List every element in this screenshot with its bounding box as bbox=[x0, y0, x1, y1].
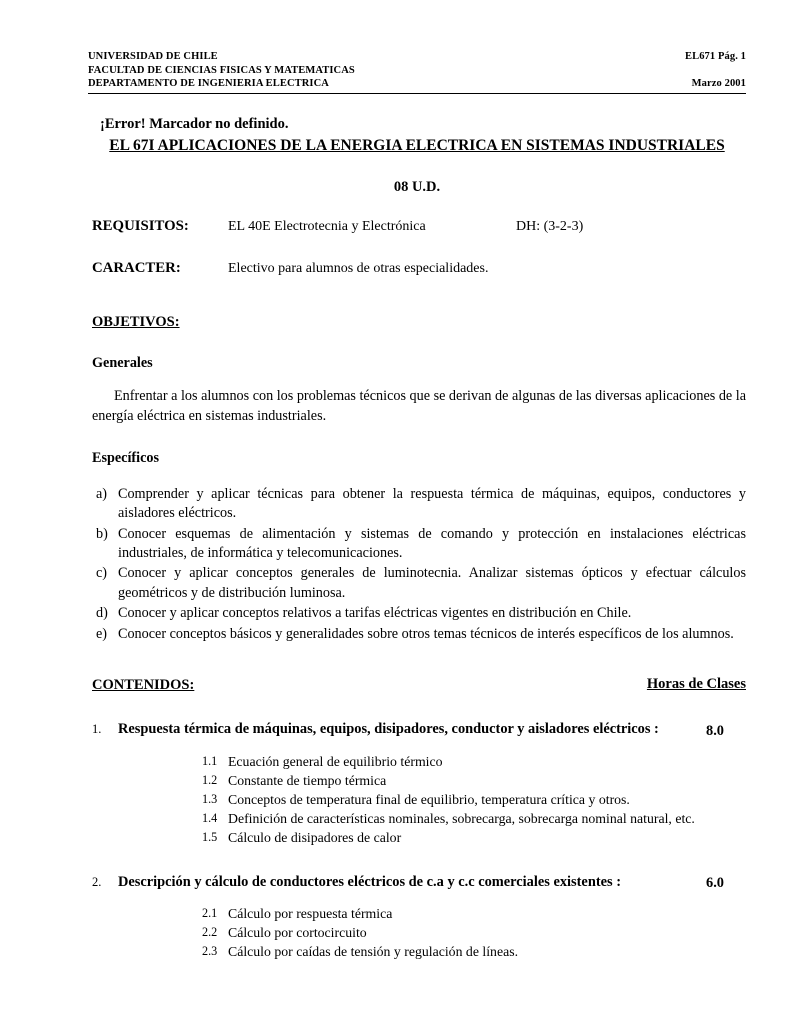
subitem-number: 1.4 bbox=[202, 810, 218, 825]
list-item-marker: e) bbox=[96, 625, 108, 642]
subitem-text: Definición de características nominales, sobrecarga, sobrecarga nominal natural, etc. bbox=[228, 810, 695, 826]
requisitos-label: REQUISITOS: bbox=[92, 217, 189, 234]
header-faculty: FACULTAD DE CIENCIAS FISICAS Y MATEMATICAS bbox=[88, 64, 355, 76]
subitem-text: Cálculo de disipadores de calor bbox=[228, 829, 402, 845]
subitem-text: Cálculo por caídas de tensión y regulación de líneas. bbox=[228, 944, 519, 960]
list-item-marker: d) bbox=[96, 605, 108, 622]
list-item bbox=[202, 904, 746, 923]
topic-hours: 6.0 bbox=[706, 875, 724, 892]
list-item bbox=[202, 752, 746, 771]
subitem-number: 1.5 bbox=[202, 829, 218, 844]
list-item bbox=[96, 485, 746, 524]
info-row-caracter bbox=[88, 260, 746, 280]
topic-title: Descripción y cálculo de conductores eléctricos de c.a y c.c comerciales existentes : bbox=[118, 873, 621, 890]
caracter-value: Electivo para alumnos de otras especialidades. bbox=[228, 260, 489, 276]
list-item-text: Conocer esquemas de alimentación y sistemas de comando y protección en instalaciones eléctricas industriales, de informática y telecomunicaciones. bbox=[118, 525, 746, 561]
contenidos-heading: CONTENIDOS: bbox=[92, 677, 195, 694]
topic-number: 1. bbox=[92, 722, 102, 737]
list-item-text: Comprender y aplicar técnicas para obtener la respuesta térmica de máquinas, equipos, conductores y aisladores eléctricos. bbox=[118, 485, 746, 522]
subitem-text: Ecuación general de equilibrio térmico bbox=[228, 753, 443, 769]
header-department: DEPARTAMENTO DE INGENIERIA ELECTRICA bbox=[88, 78, 329, 90]
list-item bbox=[202, 828, 746, 847]
list-item-marker: a) bbox=[96, 485, 108, 502]
error-marker-text: ¡Error! Marcador no definido. bbox=[100, 115, 289, 132]
course-units: 08 U.D. bbox=[393, 178, 441, 195]
caracter-label: CARACTER: bbox=[92, 259, 181, 276]
especificos-heading: Específicos bbox=[92, 449, 159, 466]
list-item-marker: c) bbox=[96, 565, 108, 582]
list-item bbox=[202, 790, 746, 809]
topic-block bbox=[88, 720, 746, 740]
list-item bbox=[202, 942, 746, 961]
page-content bbox=[88, 50, 746, 961]
subitem-number: 1.1 bbox=[202, 753, 218, 768]
topic-subitems bbox=[88, 904, 746, 961]
list-item-text: Conocer conceptos básicos y generalidades sobre otros temas técnicos de interés específicos de los alumnos. bbox=[118, 625, 734, 642]
subitem-text: Cálculo por respuesta térmica bbox=[228, 906, 393, 922]
generales-paragraph: Enfrentar a los alumnos con los problemas técnicos que se derivan de algunas de las diversas aplicaciones de la energía eléctrica en sistemas industriales. bbox=[92, 387, 746, 424]
page-title: EL 67I APLICACIONES DE LA ENERGIA ELECTRICA EN SISTEMAS INDUSTRIALES bbox=[109, 136, 725, 154]
subitem-text: Cálculo por cortocircuito bbox=[228, 925, 367, 941]
header-university: UNIVERSIDAD DE CHILE bbox=[88, 51, 218, 62]
document-header bbox=[88, 50, 746, 91]
info-row-requisitos bbox=[88, 218, 746, 238]
topic-subitems bbox=[88, 752, 746, 847]
list-item-text: Conocer y aplicar conceptos generales de luminotecnia. Analizar sistemas ópticos y efectuar cálculos geométricos y de distribución luminosa. bbox=[118, 565, 746, 601]
topic-hours: 8.0 bbox=[706, 722, 724, 739]
subitem-text: Conceptos de temperatura final de equilibrio, temperatura crítica y otros. bbox=[228, 791, 630, 807]
list-item bbox=[202, 923, 746, 942]
list-item bbox=[96, 604, 746, 623]
header-page-ref: EL671 Pág. 1 bbox=[685, 51, 746, 62]
list-item bbox=[96, 564, 746, 603]
list-item bbox=[202, 771, 746, 790]
objetivos-heading: OBJETIVOS: bbox=[92, 313, 180, 330]
generales-heading: Generales bbox=[92, 354, 153, 371]
topic-title: Respuesta térmica de máquinas, equipos, disipadores, conductor y aisladores eléctricos : bbox=[118, 721, 659, 738]
topic-number: 2. bbox=[92, 874, 102, 889]
header-date: Marzo 2001 bbox=[691, 78, 746, 89]
especificos-list bbox=[88, 485, 746, 644]
topic-block bbox=[88, 873, 746, 893]
subitem-text: Constante de tiempo térmica bbox=[228, 772, 387, 788]
header-divider bbox=[88, 93, 746, 94]
subitem-number: 2.3 bbox=[202, 944, 218, 959]
contenidos-row bbox=[88, 676, 746, 694]
list-item bbox=[96, 625, 746, 644]
subitem-number: 2.2 bbox=[202, 925, 218, 940]
horas-clases-heading: Horas de Clases bbox=[646, 676, 746, 693]
subitem-number: 1.2 bbox=[202, 772, 218, 787]
list-item bbox=[202, 809, 746, 828]
requisitos-dh: DH: (3-2-3) bbox=[516, 218, 584, 234]
requisitos-value: EL 40E Electrotecnia y Electrónica bbox=[228, 218, 426, 234]
subitem-number: 1.3 bbox=[202, 791, 218, 806]
subitem-number: 2.1 bbox=[202, 906, 218, 921]
list-item bbox=[96, 525, 746, 564]
list-item-text: Conocer y aplicar conceptos relativos a tarifas eléctricas vigentes en distribución en Chile. bbox=[118, 605, 632, 622]
list-item-marker: b) bbox=[96, 525, 108, 542]
